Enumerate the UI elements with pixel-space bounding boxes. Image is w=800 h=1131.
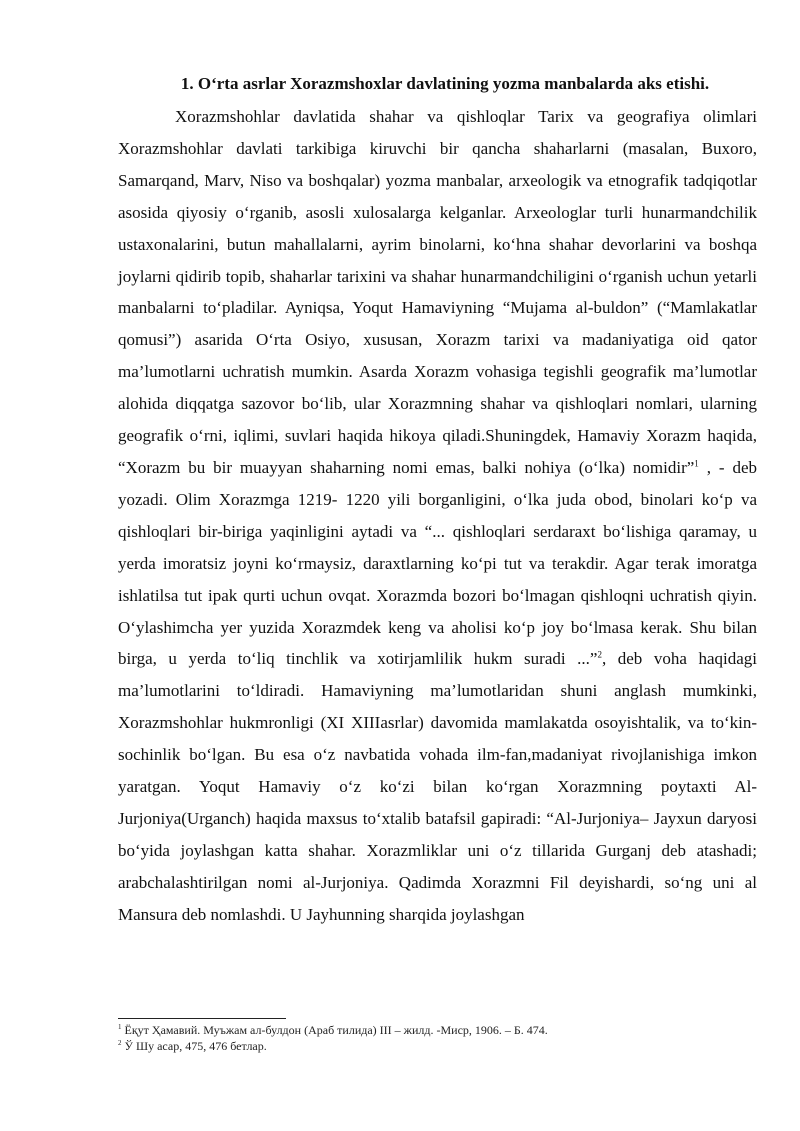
footnote-text: Ў Шу асар, 475, 476 бетлар. [121,1039,267,1053]
paragraph-text-2: , - deb yozadi. Olim Xorazmga 1219- 1220 yili borganligini, o‘lka juda obod, binolari ko‘p va qishloqlari bir-biriga yaqinligini aytadi va “... qishloqlari serdaraxt bo‘lishiga qaramay, u yerda imoratsiz joyni ko‘rmaysiz, daraxtlarning ko‘pi tut va terakdir. Agar terak imoratga ishlatilsa tut ipak qurti uchun ovqat. Xorazmda bozori bo‘lmagan qishloqni uchratish qiyin. O‘ylashimcha yer yuzida Xorazmdek keng va aholisi ko‘p joy bo‘lmasa kerak. Shu bilan birga, u yerda to‘liq tinchlik va xotirjamlilik hukm suradi ...” [118,457,757,669]
footnote-divider [118,1018,286,1019]
footnotes [118,1022,757,1054]
footnote-ref-1[interactable]: 1 [694,458,699,469]
paragraph-text-1: Xorazmshohlar davlatida shahar va qishloqlar Tarix va geografiya olimlari Xorazmshohlar davlati tarkibiga kiruvchi bir qancha shaharlarni (masalan, Buxoro, Samarqand, Marv, Niso va boshqalar) yozma manbalar, arxeologik va etnografik tadqiqotlar asosida qiyosiy o‘rganib, asosli xulosalarga kelganlar. Arxeologlar turli hunarmandchilik ustaxonalarini, butun mahallalarni, ayrim binolarni, ko‘hna shahar devorlarini va boshqa joylarni qidirib topib, shaharlar tarixini va shahar hunarmandchiligini o‘rganish uchun yetarli manbalarni to‘pladilar. Ayniqsa, Yoqut Hamaviyning “Mujama al-buldon” (“Mamlakatlar qomusi”) asarida O‘rta Osiyo, xususan, Xorazm tarixi va madaniyatiga oid qator ma’lumotlarni uchratish mumkin. Asarda Xorazm vohasiga tegishli geografik ma’lumotlar alohida diqqatga sazovor bo‘lib, ular Xorazmning shahar va qishloqlari nomlari, ularning geografik o‘rni, iqlimi, suvlari haqida hikoya qiladi.Shuningdek, Hamaviy Xorazm haqida, “Xorazm bu bir muayyan shaharning nomi emas, balki nohiya (o‘lka) nomidir” [118,107,757,477]
body-paragraph [118,101,757,931]
footnote-2 [118,1038,757,1054]
footnote-text: Ёқут Ҳамавий. Муъжам ал-булдон (Араб тилида) III – жилд. -Миср, 1906. – Б. 474. [121,1023,548,1037]
footnote-ref-2[interactable]: 2 [597,649,602,660]
footnote-1 [118,1022,757,1038]
section-heading: 1. O‘rta asrlar Xorazmshoxlar davlatining yozma manbalarda aks etishi. [180,74,710,93]
footnote-marker: 1 [118,1023,122,1031]
paragraph-text-3: , deb voha haqidagi ma’lumotlarini to‘ldiradi. Hamaviyning ma’lumotlaridan shuni anglash mumkinki, Xorazmshohlar hukmronligi (XI XIIIasrlar) davomida mamlakatda osoyishtalik, va to‘kin-sochinlik bo‘lgan. Bu esa o‘z navbatida vohada ilm-fan,madaniyat rivojlanishiga imkon yaratgan. Yoqut Hamaviy o‘z ko‘zi bilan ko‘rgan Xorazmning poytaxti Al-Jurjoniya(Urganch) haqida maxsus to‘xtalib batafsil gapiradi: “Al-Jurjoniya– Jayxun daryosi bo‘yida joylashgan katta shahar. Xorazmliklar uni o‘z tillarida Gurganj deb atashadi; arabchalashtirilgan nomi al-Jurjoniya. Qadimda Xorazmni Fil deyishardi, so‘ng uni al Mansura deb nomlashdi. U Jayhunning sharqida joylashgan [118,649,757,924]
footnote-marker: 2 [118,1039,122,1047]
